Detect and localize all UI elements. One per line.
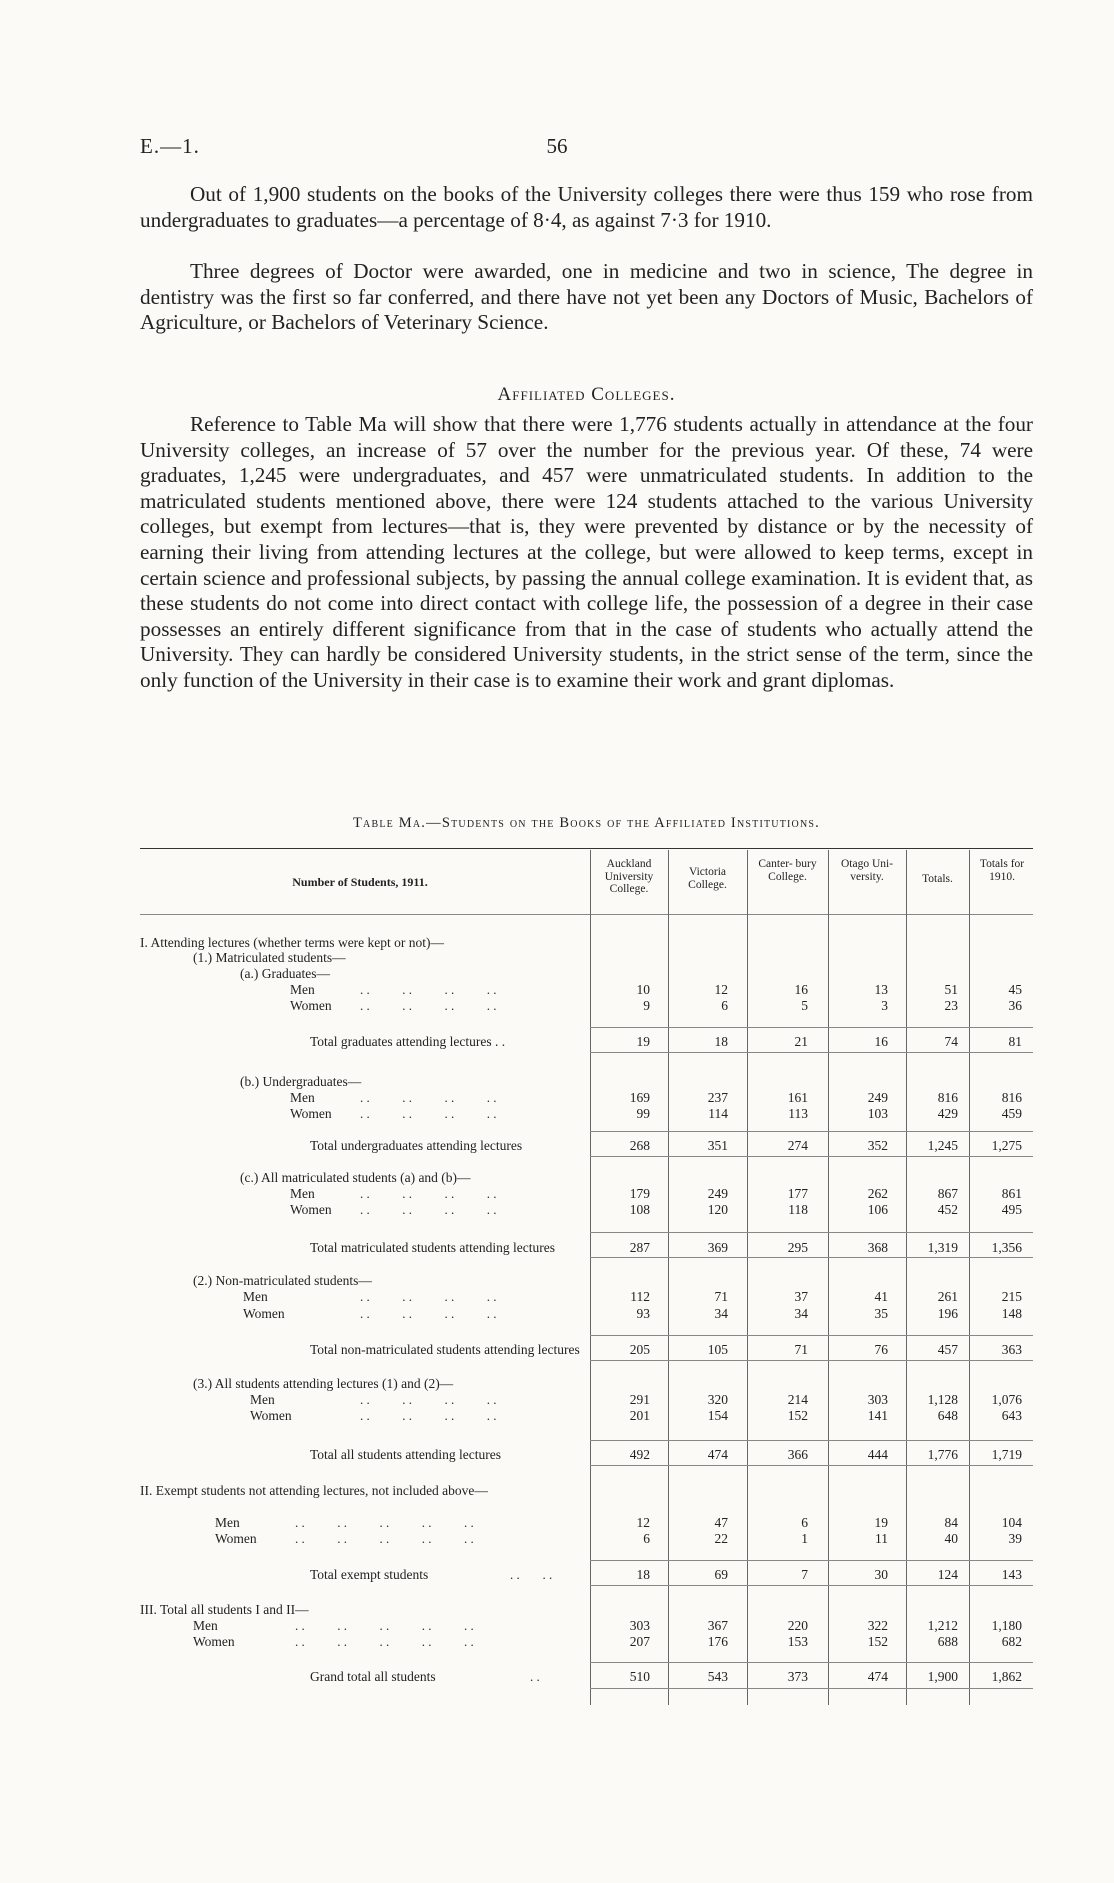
label-matriculated: (1.) Matriculated students— <box>193 950 346 965</box>
leader-dots: . . . . . . . . <box>360 1289 497 1304</box>
col-divider <box>906 850 907 1705</box>
table-cell: 99 <box>636 1106 650 1121</box>
table-cell: 34 <box>714 1306 728 1321</box>
table-cell: 492 <box>629 1447 650 1462</box>
table-cell: 352 <box>867 1138 888 1153</box>
table-cell: 368 <box>867 1240 888 1255</box>
table-cell: 220 <box>787 1618 808 1633</box>
table-cell: 161 <box>787 1090 808 1105</box>
table-cell: 23 <box>944 998 958 1013</box>
table-cell: 41 <box>874 1289 888 1304</box>
table-cell: 6 <box>801 1515 808 1530</box>
leader-dots: . . . . . . . . <box>360 1202 497 1217</box>
total-rule <box>590 1027 1033 1028</box>
table-cell: 179 <box>629 1186 650 1201</box>
table-cell: 643 <box>1001 1408 1022 1423</box>
label-total: Total undergraduates attending lectures <box>310 1138 523 1153</box>
table-cell: 71 <box>794 1342 808 1357</box>
column-header-totals-1910: Totals for 1910. <box>979 858 1025 883</box>
table-cell: 18 <box>636 1567 650 1582</box>
table-cell: 1,245 <box>927 1138 958 1153</box>
table-cell: 867 <box>937 1186 958 1201</box>
total-rule <box>590 1688 1033 1689</box>
total-rule <box>590 1440 1033 1441</box>
table-cell: 363 <box>1001 1342 1022 1357</box>
table-cell: 22 <box>714 1531 728 1546</box>
table-cell: 351 <box>707 1138 728 1153</box>
table-cell: 143 <box>1001 1567 1022 1582</box>
table-cell: 237 <box>707 1090 728 1105</box>
total-rule <box>590 1335 1033 1336</box>
table-cell: 13 <box>874 982 888 997</box>
page-number: 56 <box>546 134 568 158</box>
paragraph-doctors: Three degrees of Doctor were awarded, one in medicine and two in science, The degree in dentistry was the first so far conferred, and there have not yet been any Doctors of Music, Bachelors of Agriculture, or Bachelors of Veterinary Science. <box>140 259 1033 335</box>
table-cell: 429 <box>937 1106 958 1121</box>
total-rule <box>590 1360 1033 1361</box>
table-cell: 1,128 <box>927 1392 958 1407</box>
label-women: Women <box>243 1306 285 1321</box>
table-cell: 16 <box>794 982 808 997</box>
table-cell: 76 <box>874 1342 888 1357</box>
table-cell: 303 <box>867 1392 888 1407</box>
table-cell: 1,212 <box>927 1618 958 1633</box>
table-cell: 30 <box>874 1567 888 1582</box>
table-cell: 1,319 <box>927 1240 958 1255</box>
total-rule <box>590 1156 1033 1157</box>
table-cell: 303 <box>629 1618 650 1633</box>
table-cell: 35 <box>874 1306 888 1321</box>
table-cell: 81 <box>1008 1034 1022 1049</box>
table-cell: 459 <box>1001 1106 1022 1121</box>
table-cell: 39 <box>1008 1531 1022 1546</box>
table-cell: 1,862 <box>991 1669 1022 1684</box>
table-cell: 207 <box>629 1634 650 1649</box>
leader-dots: . . . . . . . . . . <box>295 1634 474 1649</box>
table-cell: 1,719 <box>991 1447 1022 1462</box>
table-cell: 120 <box>707 1202 728 1217</box>
label-men: Men <box>215 1515 240 1530</box>
table-cell: 1,776 <box>927 1447 958 1462</box>
table-cell: 36 <box>1008 998 1022 1013</box>
col-divider <box>969 850 970 1705</box>
column-header-canterbury: Canter- bury College. <box>758 858 817 883</box>
label-women: Women <box>250 1408 292 1423</box>
column-header-totals: Totals. <box>922 873 953 885</box>
total-rule <box>590 1257 1033 1258</box>
label-women: Women <box>215 1531 257 1546</box>
table-cell: 148 <box>1001 1306 1022 1321</box>
table-cell: 112 <box>630 1289 650 1304</box>
table-cell: 196 <box>937 1306 958 1321</box>
table-cell: 118 <box>788 1202 808 1217</box>
leader-dots: . . . . . . . . <box>360 998 497 1013</box>
column-header-auckland: Auckland University College. <box>604 858 654 895</box>
row-header: Number of Students, 1911. <box>292 875 428 889</box>
table-cell: 201 <box>629 1408 650 1423</box>
table-cell: 274 <box>787 1138 808 1153</box>
table-cell: 543 <box>707 1669 728 1684</box>
table-cell: 205 <box>629 1342 650 1357</box>
table-cell: 1,076 <box>991 1392 1022 1407</box>
table-cell: 21 <box>794 1034 808 1049</box>
table-cell: 457 <box>937 1342 958 1357</box>
table-cell: 322 <box>867 1618 888 1633</box>
table-cell: 688 <box>937 1634 958 1649</box>
table-cell: 5 <box>801 998 808 1013</box>
page-header <box>140 134 974 164</box>
label-section-ii: II. Exempt students not attending lectures, not included above— <box>140 1483 488 1498</box>
label-all-attending: (3.) All students attending lectures (1) and (2)— <box>193 1376 454 1391</box>
label-women: Women <box>290 998 332 1013</box>
label-section-iii: III. Total all students I and II— <box>140 1602 309 1617</box>
label-graduates: (a.) Graduates— <box>240 966 330 981</box>
table-cell: 320 <box>707 1392 728 1407</box>
leader-dots: . . . . . . . . . . <box>295 1531 474 1546</box>
table-cell: 373 <box>787 1669 808 1684</box>
table-cell: 9 <box>643 998 650 1013</box>
table-cell: 69 <box>714 1567 728 1582</box>
table-cell: 6 <box>643 1531 650 1546</box>
table-cell: 7 <box>801 1567 808 1582</box>
table-cell: 177 <box>787 1186 808 1201</box>
col-divider <box>668 850 669 1705</box>
table-cell: 12 <box>714 982 728 997</box>
table-cell: 474 <box>707 1447 728 1462</box>
label-men: Men <box>250 1392 275 1407</box>
table-cell: 19 <box>874 1515 888 1530</box>
label-men: Men <box>193 1618 218 1633</box>
table-cell: 291 <box>629 1392 650 1407</box>
column-header-victoria: Victoria College. <box>688 866 727 891</box>
label-non-matriculated: (2.) Non-matriculated students— <box>193 1273 372 1288</box>
label-all-matriculated: (c.) All matriculated students (a) and (b)— <box>240 1170 471 1185</box>
table-cell: 249 <box>707 1186 728 1201</box>
document-code: E.—1. <box>140 134 200 158</box>
table-cell: 861 <box>1001 1186 1022 1201</box>
label-women: Women <box>290 1202 332 1217</box>
table-title: Table Ma.—Students on the Books of the Affiliated Institutions. <box>353 815 820 831</box>
label-total: Total non-matriculated students attending lectures <box>310 1342 580 1357</box>
table-cell: 154 <box>707 1408 728 1423</box>
leader-dots: . . . . . . . . <box>360 1408 497 1423</box>
table-cell: 1 <box>801 1531 808 1546</box>
table-cell: 152 <box>787 1408 808 1423</box>
table-cell: 268 <box>629 1138 650 1153</box>
table-cell: 114 <box>708 1106 728 1121</box>
label-men: Men <box>290 1090 315 1105</box>
table-cell: 262 <box>867 1186 888 1201</box>
table-cell: 816 <box>1001 1090 1022 1105</box>
table-cell: 444 <box>867 1447 888 1462</box>
table-cell: 19 <box>636 1034 650 1049</box>
table-cell: 3 <box>881 998 888 1013</box>
col-divider <box>590 850 591 1705</box>
table-cell: 452 <box>937 1202 958 1217</box>
leader-dots: . . . . . . . . <box>360 1090 497 1105</box>
table-cell: 113 <box>788 1106 808 1121</box>
total-rule <box>590 1585 1033 1586</box>
table-cell: 105 <box>707 1342 728 1357</box>
table-cell: 510 <box>629 1669 650 1684</box>
table-cell: 18 <box>714 1034 728 1049</box>
label-section-i: I. Attending lectures (whether terms were kept or not)— <box>140 935 445 950</box>
label-men: Men <box>290 1186 315 1201</box>
table-cell: 648 <box>937 1408 958 1423</box>
table-cell: 45 <box>1008 982 1022 997</box>
table-cell: 51 <box>944 982 958 997</box>
col-divider <box>747 850 748 1705</box>
label-undergraduates: (b.) Undergraduates— <box>240 1074 362 1089</box>
label-total: Total matriculated students attending lectures <box>310 1240 555 1255</box>
table-cell: 261 <box>937 1289 958 1304</box>
table-cell: 215 <box>1001 1289 1022 1304</box>
leader-dots: . . . . . . . . . . <box>295 1618 474 1633</box>
leader-dots: . . . . . . . . <box>360 1306 497 1321</box>
table-cell: 366 <box>787 1447 808 1462</box>
table-cell: 108 <box>629 1202 650 1217</box>
paragraph-graduates: Out of 1,900 students on the books of the University colleges there were thus 159 who rose from undergraduates to graduates—a percentage of 8·4, as against 7·3 for 1910. <box>140 182 1033 232</box>
table-cell: 287 <box>629 1240 650 1255</box>
table-cell: 495 <box>1001 1202 1022 1217</box>
table-cell: 1,356 <box>991 1240 1022 1255</box>
table-cell: 141 <box>867 1408 888 1423</box>
table-cell: 474 <box>867 1669 888 1684</box>
table-cell: 12 <box>636 1515 650 1530</box>
table-cell: 11 <box>875 1531 888 1546</box>
leader-dots: . . . . . . . . <box>360 1106 497 1121</box>
leader-dots: . . . . . . . . . . <box>295 1515 474 1530</box>
total-rule <box>590 1232 1033 1233</box>
label-total: Total all students attending lectures <box>310 1447 502 1462</box>
col-divider <box>828 850 829 1705</box>
table-cell: 816 <box>937 1090 958 1105</box>
table-cell: 1,900 <box>927 1669 958 1684</box>
table-cell: 40 <box>944 1531 958 1546</box>
label-total: Total graduates attending lectures . . <box>310 1034 506 1049</box>
table-cell: 47 <box>714 1515 728 1530</box>
table-header-rule <box>140 914 1033 915</box>
table-cell: 34 <box>794 1306 808 1321</box>
total-rule <box>590 1052 1033 1053</box>
table-cell: 369 <box>707 1240 728 1255</box>
label-men: Men <box>243 1289 268 1304</box>
leader-dots: . . . . <box>510 1567 553 1582</box>
table-cell: 367 <box>707 1618 728 1633</box>
table-cell: 84 <box>944 1515 958 1530</box>
leader-dots: . . . . . . . . <box>360 982 497 997</box>
table-cell: 169 <box>629 1090 650 1105</box>
leader-dots: . . . . . . . . <box>360 1186 497 1201</box>
table-cell: 16 <box>874 1034 888 1049</box>
total-rule <box>590 1131 1033 1132</box>
column-header-otago: Otago Uni- versity. <box>840 858 894 883</box>
table-cell: 176 <box>707 1634 728 1649</box>
table-cell: 249 <box>867 1090 888 1105</box>
label-men: Men <box>290 982 315 997</box>
leader-dots: . . <box>530 1669 540 1684</box>
table-cell: 71 <box>714 1289 728 1304</box>
table-cell: 6 <box>721 998 728 1013</box>
table-cell: 104 <box>1001 1515 1022 1530</box>
table-cell: 682 <box>1001 1634 1022 1649</box>
table-cell: 74 <box>944 1034 958 1049</box>
table-cell: 153 <box>787 1634 808 1649</box>
table-cell: 1,275 <box>991 1138 1022 1153</box>
table-cell: 10 <box>636 982 650 997</box>
table-top-rule <box>140 848 1033 849</box>
paragraph-affiliated: Reference to Table Ma will show that there were 1,776 students actually in attendance at the four University colleges, an increase of 57 over the number for the previous year. Of these, 74 were graduates, 1,245 were undergraduates, and 457 were unmatriculated students. In addition to the matriculated students mentioned above, there were 124 students attached to the various University colleges, but exempt from lectures—that is, they were prevented by distance or by the necessity of earning their living from attending lectures at the college, but were allowed to keep terms, except in certain science and professional subjects, by passing the annual college examination. It is evident that, as these students do not come into direct contact with college life, the possession of a degree in their case possesses an entirely different significance from that in the case of students who actually attend the University. They can hardly be considered University students, in the strict sense of the term, since the only function of the University in their case is to examine their work and grant diplomas. <box>140 412 1033 692</box>
leader-dots: . . . . . . . . <box>360 1392 497 1407</box>
label-total: Total exempt students <box>310 1567 429 1582</box>
section-heading: Affiliated Colleges. <box>497 384 676 405</box>
total-rule <box>590 1465 1033 1466</box>
table-cell: 37 <box>794 1289 808 1304</box>
table-cell: 295 <box>787 1240 808 1255</box>
table-cell: 106 <box>867 1202 888 1217</box>
total-rule <box>590 1662 1033 1663</box>
table-cell: 93 <box>636 1306 650 1321</box>
table-cell: 1,180 <box>991 1618 1022 1633</box>
table-cell: 124 <box>937 1567 958 1582</box>
table-cell: 152 <box>867 1634 888 1649</box>
total-rule <box>590 1560 1033 1561</box>
table-cell: 214 <box>787 1392 808 1407</box>
label-women: Women <box>193 1634 235 1649</box>
label-total: Grand total all students <box>310 1669 436 1684</box>
label-women: Women <box>290 1106 332 1121</box>
table-cell: 103 <box>867 1106 888 1121</box>
